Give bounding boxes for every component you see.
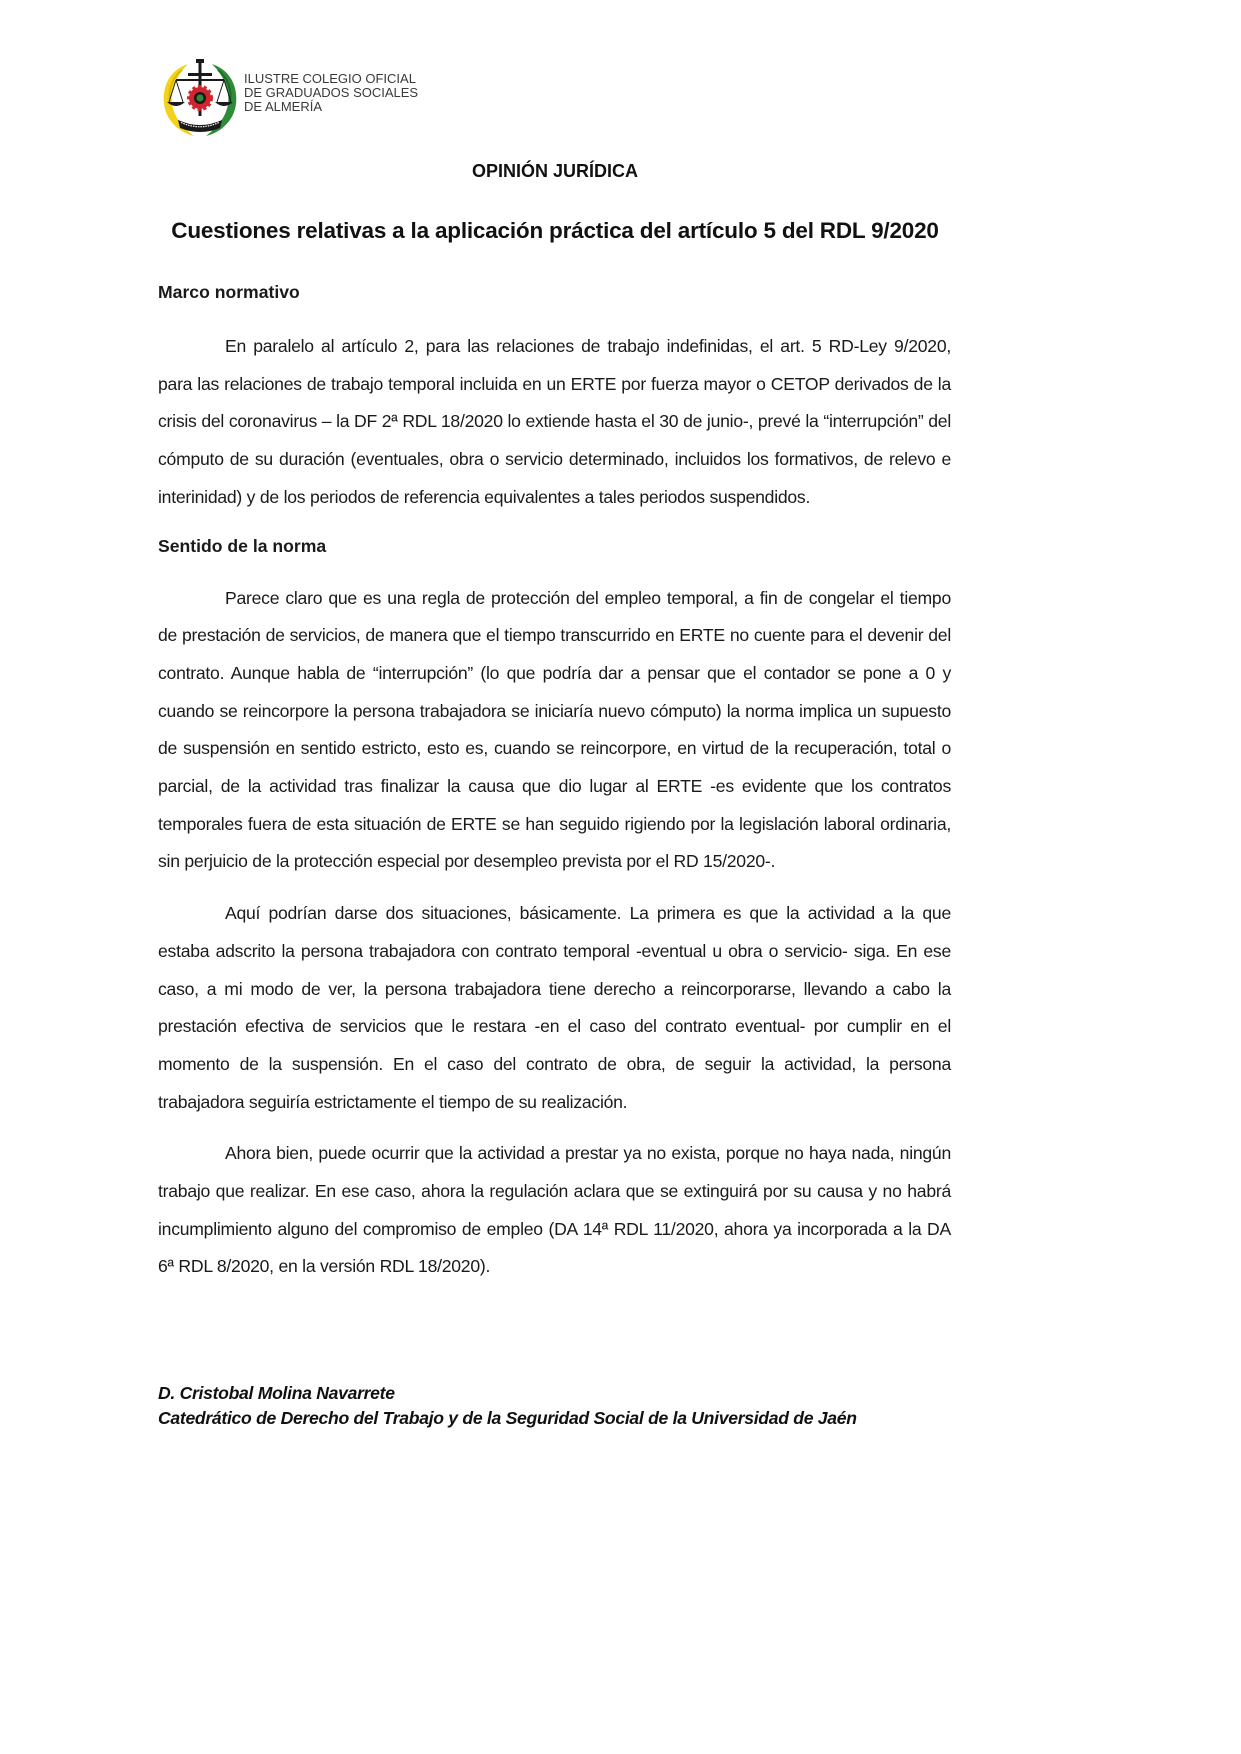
paragraph: Parece claro que es una regla de protección del empleo temporal, a fin de congelar el tiempo de prestación de servicios, de manera que el tiempo transcurrido en ERTE no cuente para el devenir del contrato. Aunque habla de “interrupción” (lo que podría dar a pensar que el contador se pone a 0 y cuando se reincorpore la persona trabajadora se iniciaría nuevo cómputo) la norma implica un supuesto de suspensión en sentido estricto, esto es, cuando se reincorpore, en virtud de la recuperación, total o parcial, de la actividad tras finalizar la causa que dio lugar al ERTE -es evidente que los contratos temporales fuera de esta situación de ERTE se han seguido rigiendo por la legislación laboral ordinaria, sin perjuicio de la protección especial por desempleo prevista por el RD 15/2020-. — [158, 587, 951, 872]
signature-block — [158, 1381, 857, 1431]
document-body — [158, 280, 951, 1286]
paragraph: Aquí podrían darse dos situaciones, básicamente. La primera es que la actividad a la que estaba adscrito la persona trabajadora con contrato temporal -eventual u obra o servicio- siga. En ese caso, a mi modo de ver, la persona trabajadora tiene derecho a reincorporarse, llevando a cabo la prestación efectiva de servicios que le restara -en el caso del contrato eventual- por cumplir en el momento de la suspensión. En el caso del contrato de obra, de seguir la actividad, la persona trabajadora seguiría estrictamente el tiempo de su realización. — [158, 903, 951, 1112]
organization-name — [244, 72, 418, 114]
organization-name-line: DE GRADUADOS SOCIALES — [244, 85, 419, 100]
document-kicker: OPINIÓN JURÍDICA — [471, 161, 639, 181]
organization-name-line: ILUSTRE COLEGIO OFICIAL — [244, 71, 416, 86]
organization-name-line: DE ALMERÍA — [244, 99, 323, 114]
paragraph: Ahora bien, puede ocurrir que la actividad a prestar ya no exista, porque no haya nada, ningún trabajo que realizar. En ese caso, ahora la regulación aclara que se extinguirá por su causa y no habrá incumplimiento alguno del compromiso de empleo (DA 14ª RDL 11/2020, ahora ya incorporada a la DA 6ª RDL 8/2020, en la versión RDL 18/2020). — [158, 1143, 951, 1277]
organization-logo — [158, 56, 242, 140]
section-heading: Sentido de la norma — [158, 535, 327, 556]
section-heading: Marco normativo — [158, 282, 300, 302]
seal-icon — [158, 56, 242, 140]
author-name: D. Cristobal Molina Navarrete — [158, 1383, 395, 1403]
paragraph: En paralelo al artículo 2, para las relaciones de trabajo indefinidas, el art. 5 RD-Ley 9/2020, para las relaciones de trabajo temporal incluida en un ERTE por fuerza mayor o CETOP derivados de la crisis del coronavirus – la DF 2ª RDL 18/2020 lo extiende hasta el 30 de junio-, prevé la “interrupción” del cómputo de su duración (eventuales, obra o servicio determinado, incluidos los formativos, de relevo e interinidad) y de los periodos de referencia equivalentes a tales periodos suspendidos. — [158, 336, 951, 507]
author-position: Catedrático de Derecho del Trabajo y de la Seguridad Social de la Universidad de Jaén — [158, 1408, 857, 1428]
document-title: Cuestiones relativas a la aplicación práctica del artículo 5 del RDL 9/2020 — [171, 218, 939, 243]
